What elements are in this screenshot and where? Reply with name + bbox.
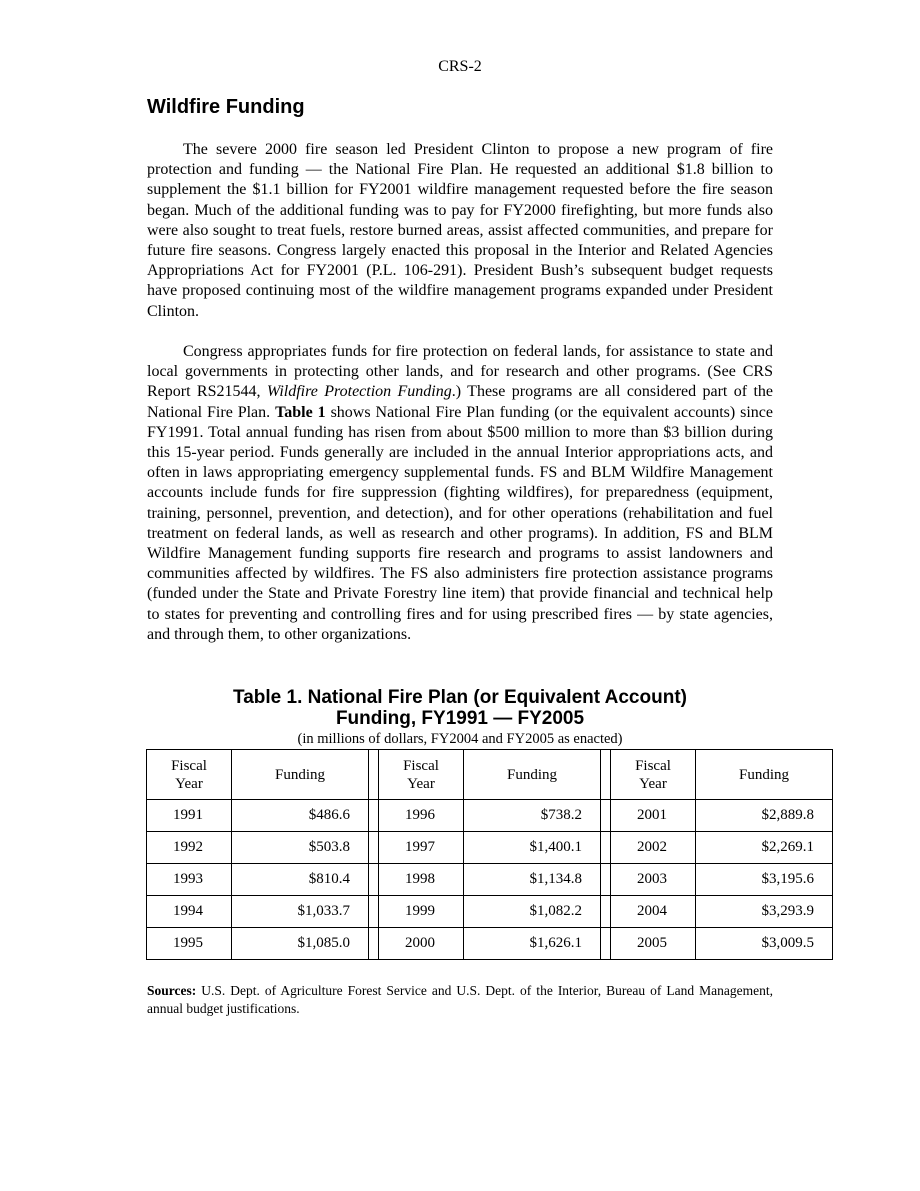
column-divider [601,832,611,864]
fiscal-year-cell: 2005 [611,928,696,960]
funding-cell: $738.2 [464,800,601,832]
fiscal-year-cell: 1993 [147,864,232,896]
header-fiscal-year: Fiscal Year [147,750,232,800]
table-row [147,896,833,928]
fiscal-year-cell: 2003 [611,864,696,896]
column-divider [369,896,379,928]
header-fiscal-year: Fiscal Year [611,750,696,800]
paragraph-2-part-2: .) These programs are all considered part of the National Fire Plan. [147,383,773,421]
funding-cell: $1,400.1 [464,832,601,864]
funding-cell: $3,293.9 [696,896,833,928]
header-fiscal-year: Fiscal Year [379,750,464,800]
column-divider [601,928,611,960]
funding-cell: $1,085.0 [232,928,369,960]
table-title-line-2: Funding, FY1991 — FY2005 [335,708,585,729]
page-header: CRS-2 [438,58,482,75]
fiscal-year-cell: 1992 [147,832,232,864]
header-funding: Funding [232,750,369,800]
column-divider [369,750,379,800]
fiscal-year-cell: 2000 [379,928,464,960]
fiscal-year-cell: 2001 [611,800,696,832]
funding-cell: $1,626.1 [464,928,601,960]
column-divider [601,864,611,896]
funding-cell: $3,195.6 [696,864,833,896]
paragraph-2-part-3: shows National Fire Plan funding (or the equivalent accounts) since FY1991. Total annual funding has risen from about $500 million to more than $3 billion during this 15-year period. Funds generally are included in the annual Interior appropriations acts, and often in laws appropriating emergency supplemental funds. FS and BLM Wildfire Management accounts include funds for fire suppression (fighting wildfires), for preparedness (equipment, training, personnel, prevention, and detection), and for other operations (rehabilitation and fuel treatment on federal lands, as well as research and other programs). In addition, FS and BLM Wildfire Management funding supports fire research and programs to assist landowners and communities affected by wildfires. The FS also administers fire protection assistance programs (funded under the State and Private Forestry line item) that provide financial and technical help to states for preventing and controlling fires and for using prescribed fires — by state agencies, and through them, to other organizations. [147,403,773,643]
column-divider [601,800,611,832]
table-row [147,864,833,896]
header-funding: Funding [464,750,601,800]
table-title-line-1: Table 1. National Fire Plan (or Equivalent Account) [233,687,687,708]
column-divider [369,800,379,832]
table-title [0,687,920,729]
column-divider [369,832,379,864]
funding-cell: $1,134.8 [464,864,601,896]
fiscal-year-cell: 1994 [147,896,232,928]
sources-note [147,982,773,1017]
paragraph-1: The severe 2000 fire season led President Clinton to propose a new program of fire protection and funding — the National Fire Plan. He requested an additional $1.8 billion to supplement the $1.1 billion for FY2001 wildfire management requested before the fire season began. Much of the additional funding was to pay for FY2000 firefighting, but more funds also were also sought to treat fuels, restore burned areas, assist affected communities, and prepare for future fire seasons. Congress largely enacted this proposal in the Interior and Related Agencies Appropriations Act for FY2001 (P.L. 106-291). President Bush’s subsequent budget requests have proposed continuing most of the wildfire management programs expanded under President Clinton. [147,141,773,320]
funding-cell: $486.6 [232,800,369,832]
table-row [147,800,833,832]
paragraph-2-part-1: Congress appropriates funds for fire protection on federal lands, for assistance to state and local governments in protecting other lands, and for research and other programs. (See CRS Report RS21544, [147,343,773,401]
table-header-row [147,750,833,800]
table-reference: Table 1 [275,403,326,421]
fiscal-year-cell: 1991 [147,800,232,832]
funding-cell: $503.8 [232,832,369,864]
table-subtitle: (in millions of dollars, FY2004 and FY2005 as enacted) [297,731,623,747]
funding-cell: $1,082.2 [464,896,601,928]
funding-cell: $2,889.8 [696,800,833,832]
fiscal-year-cell: 2002 [611,832,696,864]
column-divider [369,928,379,960]
column-divider [601,750,611,800]
fiscal-year-cell: 1996 [379,800,464,832]
funding-table [146,749,833,960]
header-funding: Funding [696,750,833,800]
fiscal-year-cell: 1995 [147,928,232,960]
paragraph-2 [147,342,773,645]
table-row [147,832,833,864]
funding-cell: $2,269.1 [696,832,833,864]
funding-cell: $3,009.5 [696,928,833,960]
funding-cell: $1,033.7 [232,896,369,928]
section-title: Wildfire Funding [147,96,305,118]
fiscal-year-cell: 2004 [611,896,696,928]
report-title: Wildfire Protection Funding [266,383,452,401]
sources-text: U.S. Dept. of Agriculture Forest Service and U.S. Dept. of the Interior, Bureau of Land Management, annual budget justifications. [147,983,773,1016]
sources-label: Sources: [147,983,197,998]
fiscal-year-cell: 1998 [379,864,464,896]
fiscal-year-cell: 1999 [379,896,464,928]
column-divider [369,864,379,896]
funding-cell: $810.4 [232,864,369,896]
fiscal-year-cell: 1997 [379,832,464,864]
table-row [147,928,833,960]
column-divider [601,896,611,928]
